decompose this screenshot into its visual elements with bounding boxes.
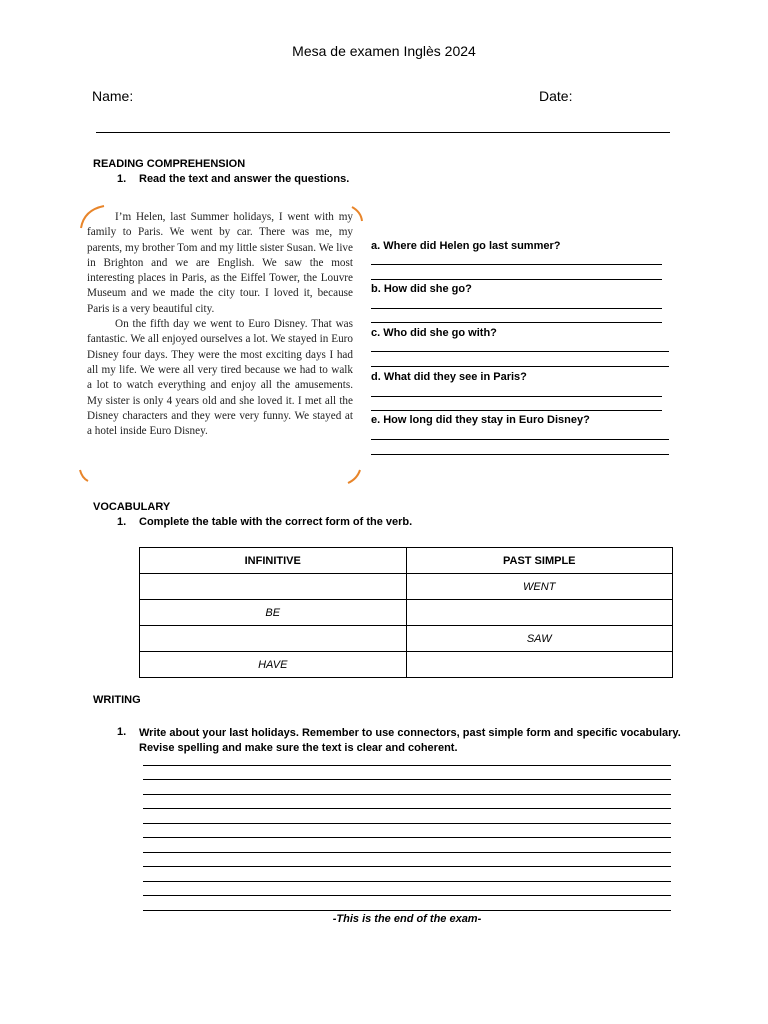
- writing-line[interactable]: [143, 765, 671, 766]
- frame-corner-bottom-right: [348, 470, 360, 483]
- writing-line[interactable]: [143, 794, 671, 795]
- frame-corner-top-right: [352, 207, 362, 221]
- writing-line[interactable]: [143, 895, 671, 896]
- date-label: Date:: [539, 88, 573, 104]
- header-underline: [96, 132, 670, 133]
- past-simple-cell[interactable]: [406, 652, 673, 678]
- header-infinitive: INFINITIVE: [140, 548, 407, 574]
- writing-line[interactable]: [143, 779, 671, 780]
- reading-passage: [87, 210, 353, 439]
- answer-line[interactable]: [371, 351, 669, 352]
- infinitive-cell: HAVE: [140, 652, 407, 678]
- past-simple-cell: SAW: [406, 626, 673, 652]
- past-simple-cell[interactable]: [406, 600, 673, 626]
- answer-line[interactable]: [371, 396, 662, 397]
- frame-corner-bottom-left: [80, 470, 88, 481]
- question-e: e. How long did they stay in Euro Disney?: [371, 414, 590, 426]
- answer-line[interactable]: [371, 322, 662, 323]
- writing-heading: WRITING: [93, 694, 141, 706]
- answer-line[interactable]: [371, 279, 662, 280]
- reading-instruction: [117, 173, 517, 187]
- reading-heading: READING COMPREHENSION: [93, 158, 246, 170]
- table-row: [140, 574, 673, 600]
- writing-instruction-number: 1.: [117, 726, 127, 738]
- reading-instruction-text: Read the text and answer the questions.: [139, 173, 350, 185]
- infinitive-cell[interactable]: [140, 574, 407, 600]
- question-b: b. How did she go?: [371, 283, 472, 295]
- writing-line[interactable]: [143, 881, 671, 882]
- end-of-exam-text: -This is the end of the exam-: [332, 913, 482, 925]
- answer-line[interactable]: [371, 264, 662, 265]
- infinitive-cell: BE: [140, 600, 407, 626]
- table-row: [140, 600, 673, 626]
- writing-line[interactable]: [143, 823, 671, 824]
- answer-line[interactable]: [371, 366, 669, 367]
- passage-paragraph-1: I’m Helen, last Summer holidays, I went with my family to Paris. We went by car. There was me, my parents, my brother Tom and my little sister Susan. We live in Brighton and we are English. We saw the most interesting places in Paris, as the Eiffel Tower, the Louvre Museum and we made the city tour. I loved it, because Paris is a very beautiful city.: [87, 211, 353, 315]
- question-d: d. What did they see in Paris?: [371, 371, 527, 383]
- writing-line[interactable]: [143, 852, 671, 853]
- writing-line[interactable]: [143, 866, 671, 867]
- exam-title: Mesa de examen Inglès 2024: [292, 43, 476, 59]
- infinitive-cell[interactable]: [140, 626, 407, 652]
- writing-line[interactable]: [143, 837, 671, 838]
- question-a: a. Where did Helen go last summer?: [371, 240, 561, 252]
- vocabulary-instruction-text: Complete the table with the correct form of the verb.: [139, 516, 413, 528]
- writing-line[interactable]: [143, 910, 671, 911]
- question-c: c. Who did she go with?: [371, 327, 497, 339]
- verb-table: [139, 547, 673, 678]
- answer-line[interactable]: [371, 439, 669, 440]
- passage-paragraph-2: On the fifth day we went to Euro Disney. That was fantastic. We all enjoyed ourselves a lot. We stayed in Euro Disney four days. They were the most exciting days I had all my life. We were all very tired because we had to walk a lot to watch everything and enjoy all the amusements. My sister is only 4 years old and she loved it. I met all the Disney characters and they were very funny. We stayed at a hotel inside Euro Disney.: [87, 318, 353, 438]
- past-simple-cell: WENT: [406, 574, 673, 600]
- writing-line[interactable]: [143, 808, 671, 809]
- writing-instruction-text: Write about your last holidays. Remember to use connectors, past simple form and specific vocabulary. Revise spelling and make sure the text is clear and coherent.: [139, 727, 681, 754]
- answer-line[interactable]: [371, 454, 669, 455]
- header-past-simple: PAST SIMPLE: [406, 548, 673, 574]
- answer-line[interactable]: [371, 308, 662, 309]
- vocabulary-instruction-number: 1.: [117, 516, 127, 528]
- writing-instruction-number-wrap: [117, 726, 137, 740]
- reading-instruction-number: 1.: [117, 173, 127, 185]
- vocabulary-heading: VOCABULARY: [93, 501, 171, 513]
- table-row: [140, 652, 673, 678]
- name-label: Name:: [92, 88, 134, 104]
- vocabulary-instruction: [117, 516, 517, 530]
- answer-line[interactable]: [371, 410, 662, 411]
- table-row: [140, 626, 673, 652]
- verb-table-header-row: [140, 548, 673, 574]
